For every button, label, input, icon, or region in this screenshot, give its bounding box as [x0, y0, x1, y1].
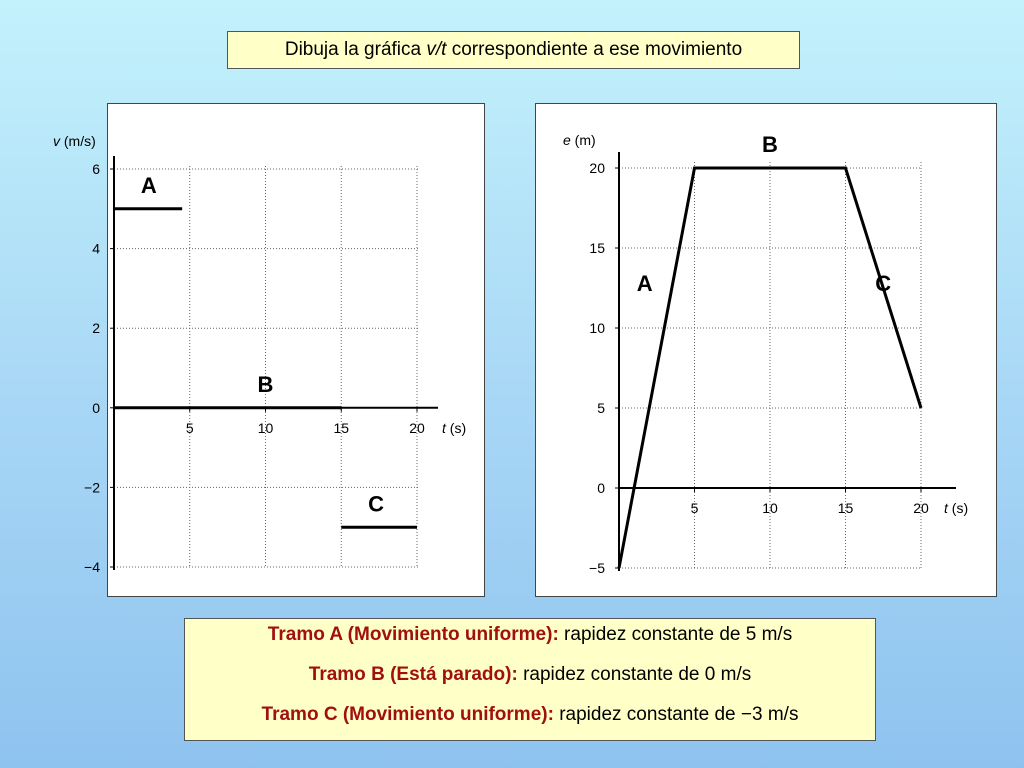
summary-c-highlight: Tramo C (Movimiento uniforme):: [261, 704, 554, 725]
slide-title: [227, 31, 800, 69]
position-time-chart: [535, 103, 997, 597]
c1-x-tick-label: 5: [690, 500, 699, 516]
c0-y-tick-label: −4: [84, 559, 100, 575]
c1-segment-label-a: A: [636, 271, 653, 297]
c0-segment-label-b: B: [257, 371, 274, 397]
c0-x-axis-title: t (s): [442, 419, 467, 436]
summary-box: [184, 618, 876, 741]
title-vt: v/t: [426, 39, 447, 60]
summary-a-text: rapidez constante de 5 m/s: [558, 624, 793, 645]
c0-x-tick-label: 15: [333, 419, 350, 436]
c1-segment-label-c: C: [875, 271, 892, 297]
velocity-time-chart: [30, 103, 485, 597]
c0-y-tick-label: 0: [92, 399, 100, 416]
c1-x-tick-label: 15: [837, 500, 854, 516]
velocity-time-svg: [53, 104, 486, 598]
c1-y-tick-label: 0: [597, 480, 605, 496]
c0-y-tick-label: −2: [84, 479, 100, 496]
c0-x-tick-label: 10: [257, 419, 274, 436]
summary-a-highlight: Tramo A (Movimiento uniforme):: [267, 624, 559, 645]
c0-y-axis-title: v (m/s): [53, 133, 96, 149]
c1-y-tick-label: 5: [597, 400, 605, 416]
summary-line-c: [185, 705, 875, 725]
c0-segment-label-c: C: [368, 491, 385, 517]
c0-y-tick-label: 4: [92, 240, 100, 257]
c0-segment-label-a: A: [140, 172, 157, 198]
summary-b-highlight: Tramo B (Está parado):: [308, 664, 518, 685]
c1-x-tick-label: 20: [913, 500, 929, 516]
c1-x-tick-label: 10: [762, 500, 778, 516]
summary-line-b: [185, 665, 875, 685]
position-time-svg: [536, 104, 998, 598]
c1-x-axis-title: t (s): [944, 500, 969, 516]
summary-b-text: rapidez constante de 0 m/s: [517, 664, 752, 685]
c0-y-tick-label: 6: [92, 161, 100, 177]
c0-x-tick-label: 20: [409, 419, 425, 436]
title-suffix: correspondiente a ese movimiento: [446, 39, 743, 60]
summary-c-text: rapidez constante de −3 m/s: [553, 704, 799, 725]
c0-y-tick-label: 2: [92, 320, 100, 337]
c1-y-axis-title: e (m): [563, 132, 596, 148]
c1-y-tick-label: 10: [589, 320, 605, 336]
c0-x-tick-label: 5: [185, 419, 194, 436]
c1-y-tick-label: 20: [589, 160, 605, 176]
c1-segment-label-b: B: [762, 132, 778, 157]
c1-y-tick-label: 15: [589, 240, 605, 256]
summary-line-a: [185, 625, 875, 645]
title-prefix: Dibuja la gráfica: [284, 39, 427, 60]
c1-y-tick-label: −5: [589, 560, 605, 576]
